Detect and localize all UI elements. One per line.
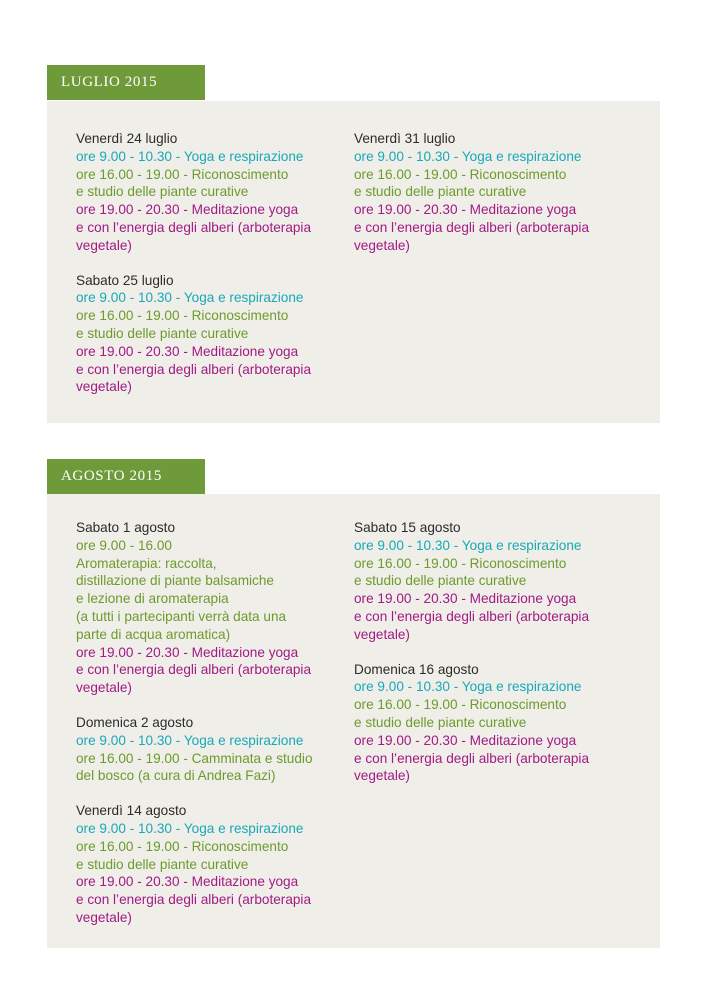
schedule-line: e con l’energia degli alberi (arboterapia [76, 892, 312, 908]
schedule-line: e studio delle piante curative [354, 573, 527, 589]
day-title: Sabato 15 agosto [354, 520, 461, 535]
schedule-line: Aromaterapia: raccolta, [76, 555, 217, 571]
schedule-line: ore 16.00 - 19.00 - Riconoscimento [76, 166, 289, 182]
schedule-line: e studio delle piante curative [354, 184, 527, 200]
schedule-line: e con l’energia degli alberi (arboterapia [354, 608, 590, 624]
day-block [354, 130, 629, 255]
day-block [354, 661, 629, 786]
schedule-line: ore 9.00 - 10.30 - Yoga e respirazione [76, 290, 304, 306]
day-title: Sabato 25 luglio [76, 272, 174, 288]
schedule-line: ore 19.00 - 20.30 - Meditazione yoga [354, 732, 577, 748]
schedule-line: e con l’energia degli alberi (arboterapia [76, 219, 312, 235]
schedule-line: vegetale) [354, 768, 410, 784]
schedule-line: ore 9.00 - 10.30 - Yoga e respirazione [354, 679, 582, 695]
day-title: Venerdì 14 agosto [76, 803, 187, 819]
luglio-col-left [76, 130, 351, 413]
schedule-line: (a tutti i partecipanti verrà data una [76, 608, 287, 624]
schedule-line: distillazione di piante balsamiche [76, 573, 274, 589]
day-title: Venerdì 31 luglio [354, 131, 456, 146]
luglio-title: LUGLIO 2015 [47, 65, 205, 100]
day-block [76, 130, 351, 255]
schedule-line: ore 9.00 - 10.30 - Yoga e respirazione [354, 537, 582, 553]
day-block [76, 802, 351, 927]
schedule-line: e studio delle piante curative [76, 856, 249, 872]
agosto-col-right [354, 519, 629, 802]
schedule-line: ore 9.00 - 16.00 [76, 537, 172, 553]
schedule-line: e lezione di aromaterapia [76, 591, 229, 607]
schedule-line: vegetale) [76, 237, 132, 253]
day-block [76, 519, 351, 697]
day-block [354, 519, 629, 644]
schedule-line: ore 16.00 - 19.00 - Riconoscimento [76, 308, 289, 324]
schedule-line: e con l’energia degli alberi (arboterapia [354, 219, 590, 235]
day-title: Domenica 16 agosto [354, 661, 479, 677]
schedule-line: e studio delle piante curative [354, 714, 527, 730]
agosto-title: AGOSTO 2015 [47, 459, 205, 494]
schedule-line: e studio delle piante curative [76, 325, 249, 341]
schedule-line: vegetale) [354, 237, 410, 253]
schedule-line: del bosco (a cura di Andrea Fazi) [76, 768, 276, 784]
schedule-line: ore 9.00 - 10.30 - Yoga e respirazione [354, 148, 582, 164]
schedule-line: vegetale) [76, 909, 132, 925]
agosto-col-left [76, 519, 351, 944]
schedule-line: parte di acqua aromatica) [76, 626, 231, 642]
schedule-line: ore 19.00 - 20.30 - Meditazione yoga [76, 644, 299, 660]
schedule-line: ore 9.00 - 10.30 - Yoga e respirazione [76, 732, 304, 748]
day-title: Sabato 1 agosto [76, 520, 176, 535]
schedule-line: ore 19.00 - 20.30 - Meditazione yoga [76, 874, 299, 890]
schedule-line: ore 19.00 - 20.30 - Meditazione yoga [354, 591, 577, 607]
schedule-line: e studio delle piante curative [76, 184, 249, 200]
luglio-col-right [354, 130, 629, 272]
day-title: Venerdì 24 luglio [76, 131, 178, 146]
schedule-line: e con l’energia degli alberi (arboterapia [76, 361, 312, 377]
schedule-line: e con l’energia degli alberi (arboterapia [354, 750, 590, 766]
schedule-line: vegetale) [76, 680, 132, 696]
schedule-line: ore 16.00 - 19.00 - Camminata e studio [76, 750, 313, 766]
schedule-line: ore 9.00 - 10.30 - Yoga e respirazione [76, 148, 304, 164]
schedule-line: ore 19.00 - 20.30 - Meditazione yoga [76, 202, 299, 218]
schedule-line: ore 16.00 - 19.00 - Riconoscimento [76, 838, 289, 854]
schedule-line: ore 16.00 - 19.00 - Riconoscimento [354, 697, 567, 713]
schedule-line: vegetale) [76, 379, 132, 395]
schedule-line: ore 16.00 - 19.00 - Riconoscimento [354, 555, 567, 571]
schedule-line: ore 9.00 - 10.30 - Yoga e respirazione [76, 820, 304, 836]
schedule-line: ore 19.00 - 20.30 - Meditazione yoga [76, 343, 299, 359]
day-block [76, 714, 351, 785]
schedule-line: ore 16.00 - 19.00 - Riconoscimento [354, 166, 567, 182]
day-title: Domenica 2 agosto [76, 714, 194, 730]
schedule-line: e con l’energia degli alberi (arboterapia [76, 662, 312, 678]
schedule-line: ore 19.00 - 20.30 - Meditazione yoga [354, 202, 577, 218]
day-block [76, 272, 351, 397]
schedule-line: vegetale) [354, 626, 410, 642]
